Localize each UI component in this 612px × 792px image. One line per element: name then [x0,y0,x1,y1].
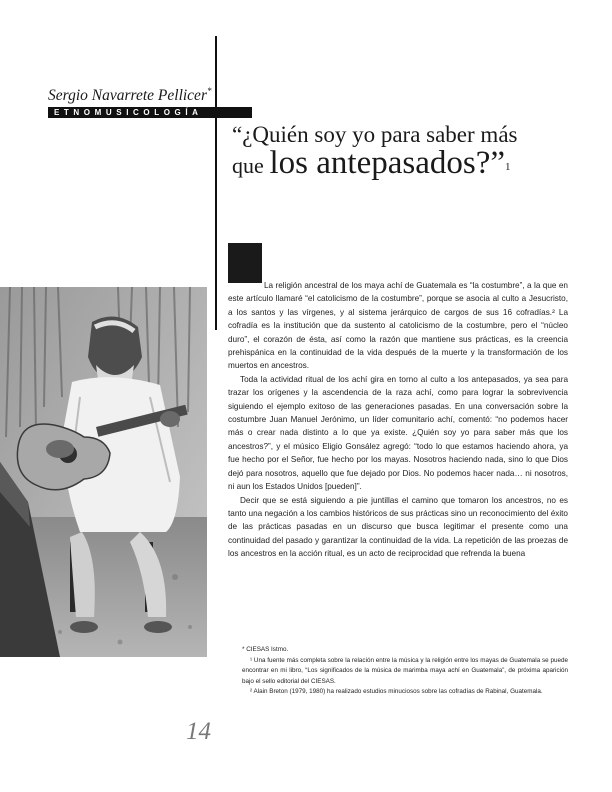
paragraph-1: La religión ancestral de los maya achí de Guatemala es “la costumbre”, a la que en este artículo llamaré “el catolicismo de la costumbre”, porque se asocia al culto a Jesucristo, a los santos y las vírgenes, y al sistema jerárquico de cargos de sus 16 cofradías.² La cofradía es la institución que da sustento al catolicismo de la costumbre, pero el “núcleo duro”, el corazón de ésta, así como la razón que mantiene sus prácticas, es la creencia prehispánica en la continuidad de la vida después de la muerte y la transformación de los muertos en ancestros. [228,281,568,371]
photo-illustration [0,287,207,657]
title-que: que [232,153,264,178]
title-line-2 [232,145,552,181]
title-antepasados: los antepasados?” [269,145,506,181]
guitar-player-photo [0,287,207,657]
footnote-2: ² Alain Breton (1979, 1980) ha realizado estudios minuciosos sobre las cofradías de Rabinal, Guatemala. [250,688,543,696]
footnotes [242,645,568,698]
footnote-1: ¹ Una fuente más completa sobre la relación entre la música y la religión entre los mayas de Guatemala se puede encontrar en mi libro, “Los significados de la música de marimba maya achí en Guatemala”, de próxima aparición bajo el sello editorial del CIESAS. [242,656,568,685]
paragraph-2: Toda la actividad ritual de los achí gira en torno al culto a los antepasados, ya sea para trazar los orígenes y la ascendencia de la raza achí, como para lograr la sobrevivencia siguiendo el ejemplo exitoso de las generaciones pasadas. En una conversación sobre la costumbre Juan Manuel Jerónimo, un líder comunitario achí, comentó: “no podemos hacer más o crear nada distinto a lo que ya existe. ¿Quién soy yo para saber más que los ancestros?”, y el músico Eligio Gonsález agregó: “todo lo que estamos haciendo ahora, ya fue hecho por el Señor, fue hecho por los mayas. Nosotros haciendo nada, sino lo que Dios dejó para nosotros, aquello que fue dejado por Dios. No podemos hacer nada… ni nosotros, ni aun los Estados Unidos [pueden]”. [228,374,568,492]
author-note-mark: * [206,86,212,96]
section-label: ETNOMUSICOLOGÍA [48,107,252,118]
footnote-affiliation: * CIESAS Istmo. [242,646,289,653]
title-line-1: “¿Quién soy yo para saber más [232,122,518,147]
article-body [228,279,568,561]
drop-cap-l [228,243,262,283]
page-number: 14 [186,718,211,745]
article-title [232,120,552,180]
title-footnote-mark: 1 [505,161,511,173]
vertical-rule [215,36,217,330]
paragraph-3: Decir que se está siguiendo a pie juntillas el camino que tomaron los ancestros, no es tanto una negación a los cambios históricos de sus prácticas sino un reconocimiento del éxito de las prácticas pasadas en un discurso que busca legitimar el presente como una continuidad del pasado y garantizar la continuidad de la vida. La repetición de las proezas de los ancestros en la acción ritual, es un acto de reciprocidad que refrenda la buena [228,495,568,559]
author-name: Sergio Navarrete Pellicer* [48,86,212,105]
